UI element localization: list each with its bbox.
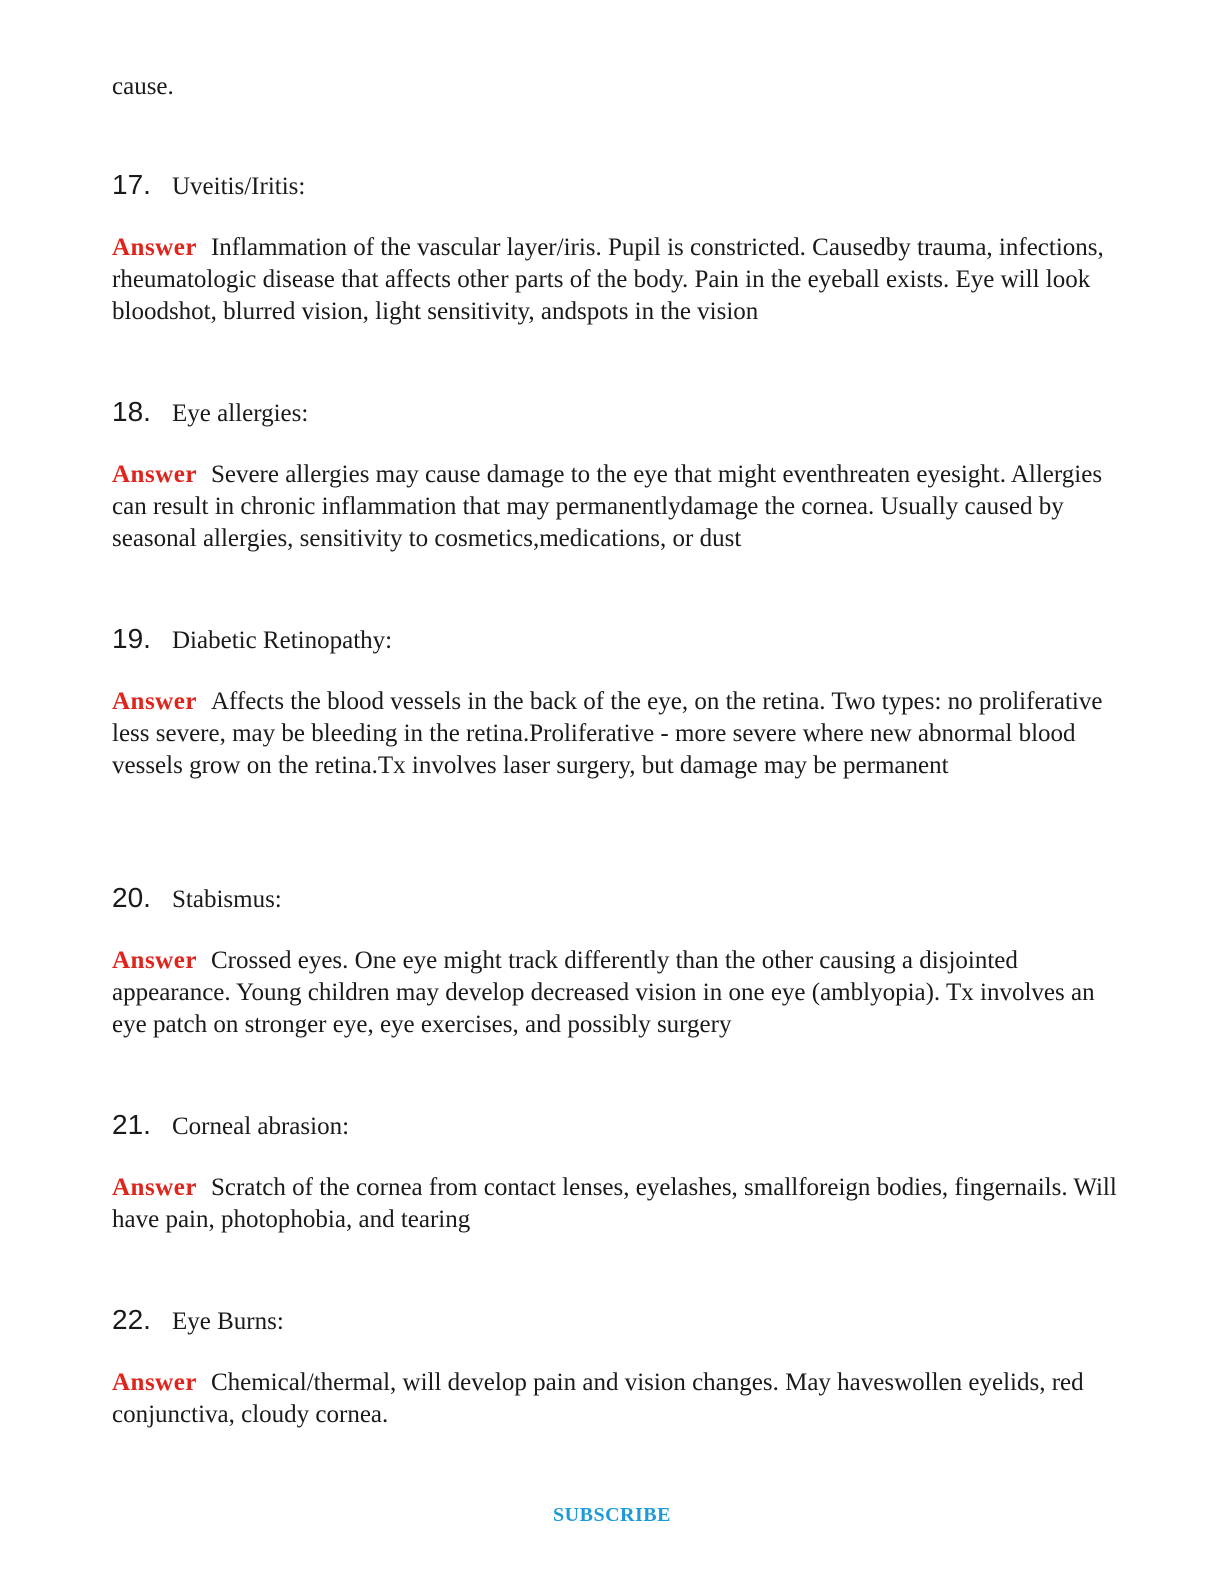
question-number: 18. [112, 396, 151, 427]
question-item-22 [112, 1303, 1122, 1431]
question-number: 20. [112, 882, 151, 913]
question-item-21 [112, 1108, 1122, 1236]
answer-text: Crossed eyes. One eye might track differently than the other causing a disjointed appearance. Young children may develop decreased vision in one eye (amblyopia). Tx involves an eye patch on stronger eye, eye exercises, and possibly surgery [112, 947, 1095, 1038]
answer-block [112, 945, 1122, 1041]
question-text: Stabismus: [172, 886, 282, 913]
answer-text: Scratch of the cornea from contact lenses, eyelashes, smallforeign bodies, fingernails. Will have pain, photophobia, and tearing [112, 1174, 1117, 1233]
question-number: 22. [112, 1304, 151, 1335]
continuation-text: cause. [112, 73, 174, 100]
question-heading [112, 395, 1122, 429]
question-heading [112, 881, 1122, 915]
answer-label: Answer [112, 461, 197, 488]
question-number: 19. [112, 623, 151, 654]
question-heading [112, 1303, 1122, 1337]
question-text: Corneal abrasion: [172, 1113, 350, 1140]
question-number: 21. [112, 1109, 151, 1140]
answer-text: Chemical/thermal, will develop pain and vision changes. May haveswollen eyelids, red conjunctiva, cloudy cornea. [112, 1369, 1084, 1428]
answer-label: Answer [112, 947, 197, 974]
answer-block [112, 1367, 1122, 1431]
question-heading [112, 622, 1122, 656]
answer-label: Answer [112, 234, 197, 261]
question-text: Diabetic Retinopathy: [172, 627, 393, 654]
question-heading [112, 1108, 1122, 1142]
answer-block [112, 232, 1122, 328]
question-text: Eye Burns: [172, 1308, 284, 1335]
question-item-18 [112, 395, 1122, 555]
answer-block [112, 686, 1122, 782]
question-text: Eye allergies: [172, 400, 309, 427]
answer-label: Answer [112, 1174, 197, 1201]
question-number: 17. [112, 169, 151, 200]
answer-label: Answer [112, 1369, 197, 1396]
answer-text: Affects the blood vessels in the back of the eye, on the retina. Two types: no proliferative less severe, may be bleeding in the retina.Proliferative - more severe where new abnormal blood vessels grow on the retina.Tx involves laser surgery, but damage may be permanent [112, 688, 1103, 779]
question-text: Uveitis/Iritis: [172, 173, 306, 200]
answer-block [112, 1172, 1122, 1236]
answer-label: Answer [112, 688, 197, 715]
answer-block [112, 459, 1122, 555]
question-item-17 [112, 168, 1122, 328]
question-item-20 [112, 881, 1122, 1041]
question-heading [112, 168, 1122, 202]
subscribe-link[interactable]: SUBSCRIBE [553, 1504, 671, 1526]
answer-text: Severe allergies may cause damage to the eye that might eventhreaten eyesight. Allergies can result in chronic inflammation that may permanentlydamage the cornea. Usually caused by seasonal allergies, sensitivity to cosmetics,medications, or dust [112, 461, 1103, 552]
question-item-19 [112, 622, 1122, 782]
answer-text: Inflammation of the vascular layer/iris. Pupil is constricted. Causedby trauma, infections, rheumatologic disease that affects other parts of the body. Pain in the eyeball exists. Eye will look bloodshot, blurred vision, light sensitivity, andspots in the vision [112, 234, 1104, 325]
